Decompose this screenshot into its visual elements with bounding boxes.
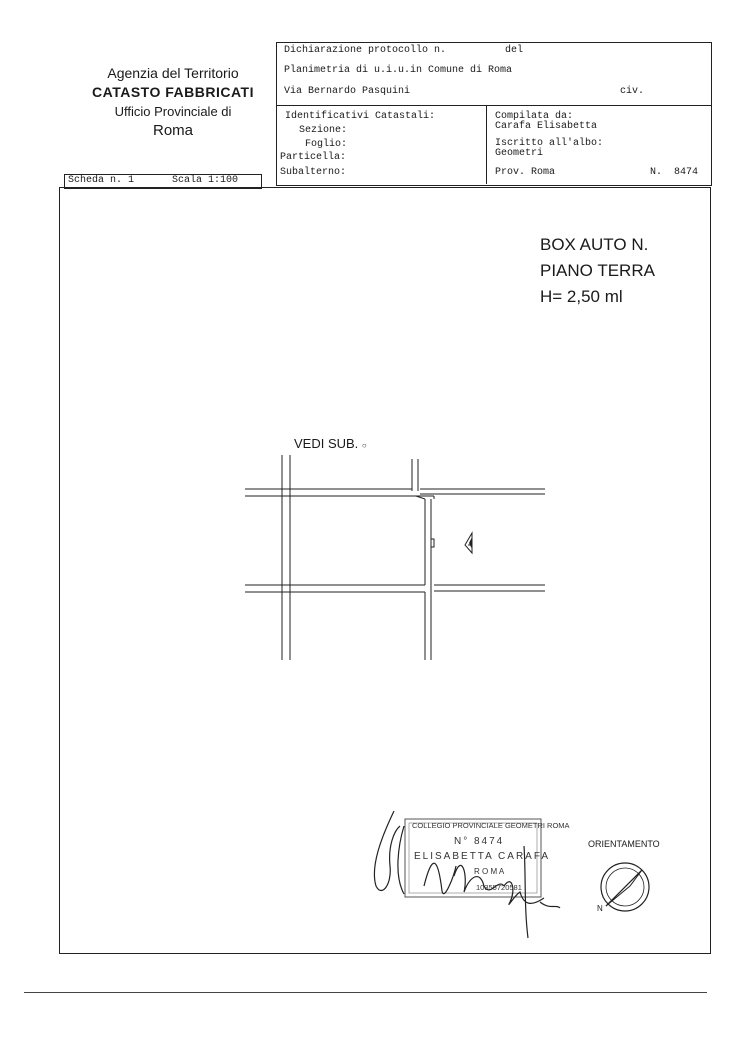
subalterno-label: Subalterno: — [280, 167, 347, 178]
vedi-sub-label: VEDI SUB. ○ — [294, 436, 367, 451]
del-label: del — [505, 45, 524, 56]
albo-value: Geometri — [495, 148, 544, 159]
particella-label: Particella: — [280, 152, 347, 163]
agency-name: Agenzia del Territorio — [107, 65, 239, 81]
scala-label: Scala 1:100 — [172, 175, 239, 186]
header-divider-1 — [276, 105, 711, 106]
unit-height: H= 2,50 ml — [540, 287, 623, 306]
vedi-sub-text: VEDI SUB. — [294, 436, 359, 451]
unit-floor: PIANO TERRA — [540, 261, 655, 280]
foglio-label: Foglio: — [305, 139, 348, 150]
entrance-arrow-icon — [465, 533, 472, 553]
planimetria-text: Planimetria di u.i.u.in Comune di Roma — [284, 65, 513, 76]
floor-plan — [240, 455, 550, 660]
signature — [364, 806, 564, 946]
address-text: Via Bernardo Pasquini — [284, 86, 411, 97]
header-divider-vertical — [486, 106, 487, 184]
stamp-line-5: 10355720581 — [476, 883, 522, 892]
compilata-label: Compilata da: — [495, 111, 574, 122]
sezione-label: Sezione: — [299, 125, 348, 136]
identifiers-title: Identificativi Catastali: — [285, 111, 436, 122]
north-label: N — [597, 904, 603, 913]
unit-title: BOX AUTO N. — [540, 235, 649, 254]
stamp-line-3: ELISABETTA CARAFA — [414, 851, 551, 862]
unit-info — [540, 232, 655, 310]
office-label: Ufficio Provinciale di — [114, 104, 232, 119]
civ-label: civ. — [620, 86, 645, 97]
stamp-line-2: N° 8474 — [454, 836, 505, 847]
protocol-label: Dichiarazione protocollo n. — [284, 45, 447, 56]
stamp-line-4: R O M A — [474, 867, 505, 876]
scheda-label: Scheda n. 1 — [68, 175, 135, 186]
stamp-line-1: COLLEGIO PROVINCIALE GEOMETRI ROMA — [412, 821, 570, 830]
office-city: Roma — [152, 122, 193, 139]
compiler-name: Carafa Elisabetta — [495, 121, 598, 132]
albo-number: N. 8474 — [650, 167, 699, 178]
prov-value: Prov. Roma — [495, 167, 556, 178]
orientation-label: ORIENTAMENTO — [588, 839, 660, 849]
bottom-rule — [24, 992, 707, 993]
iscritto-label: Iscritto all'albo: — [495, 138, 604, 149]
agency-heading — [68, 64, 278, 140]
catasto-title: CATASTO FABBRICATI — [92, 84, 254, 100]
